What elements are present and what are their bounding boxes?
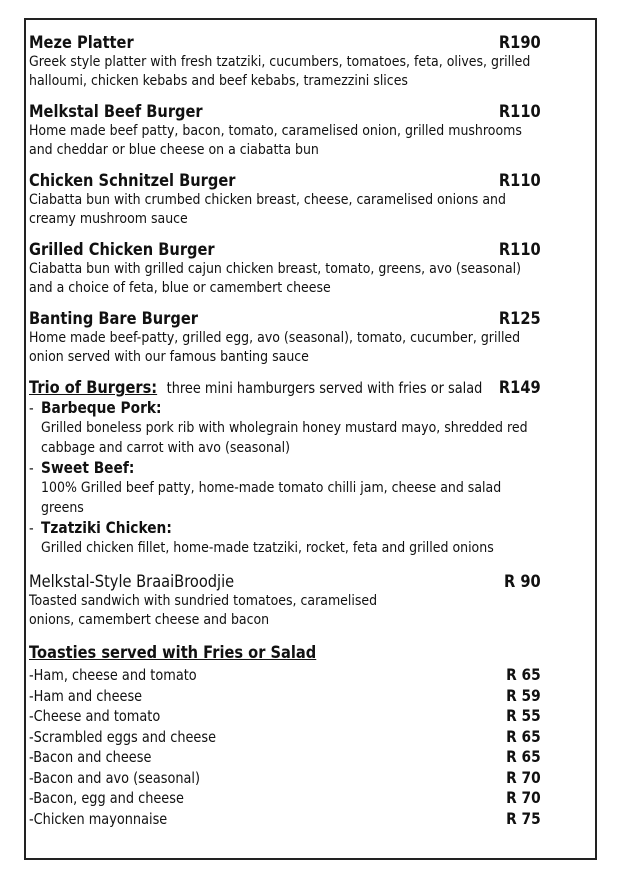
toastie-name: Ham and cheese [33,686,143,705]
menu-item [29,102,541,159]
trio-title: Trio of Burgers: [29,378,158,398]
toastie-price: R 75 [506,808,541,828]
toastie-row: -Ham and cheese R 59 [29,685,541,705]
item-description: Toasted sandwich with sundried tomatoes, caramelised onions, camembert cheese and bacon [29,592,378,628]
braai-item [29,572,541,629]
trio-sub-item: - Tzatziki Chicken: Grilled chicken fillet, home-made tzatziki, rocket, feta and grilled onions [29,518,541,558]
toastie-price: R 59 [506,685,541,705]
toastie-row: -Bacon and avo (seasonal) R 70 [29,767,541,787]
item-description: Home made beef-patty, grilled egg, avo (seasonal), tomato, cucumber, grilled onion served with our famous banting sauce [29,329,521,365]
toastie-row: -Scrambled eggs and cheese R 65 [29,726,541,746]
trio-sub-item: - Sweet Beef: 100% Grilled beef patty, home-made tomato chilli jam, cheese and salad greens [29,458,541,518]
item-description: Ciabatta bun with crumbed chicken breast, cheese, caramelised onions and creamy mushroom sauce [29,191,506,227]
item-description: Ciabatta bun with grilled cajun chicken breast, tomato, greens, avo (seasonal) and a choice of feta, blue or camembert cheese [29,260,522,296]
trio-sub-item: - Barbeque Pork: Grilled boneless pork rib with wholegrain honey mustard mayo, shredded red cabbage and carrot with avo (seasonal) [29,398,541,458]
item-price: R110 [498,171,541,191]
menu-item [29,309,541,366]
sub-item-name: Sweet Beef: [41,458,135,477]
toasties-title: Toasties served with Fries or Salad [29,643,317,663]
menu-content [29,33,541,829]
item-description: Greek style platter with fresh tzatziki, cucumbers, tomatoes, feta, olives, grilled halloumi, chicken kebabs and beef kebabs, tramezzini slices [29,53,531,89]
sub-item-name: Tzatziki Chicken: [41,518,172,537]
item-price: R 90 [504,572,541,592]
toastie-name: Bacon and cheese [33,748,152,766]
item-name: Melkstal-Style BraaiBroodjie [29,572,235,592]
item-name: Grilled Chicken Burger [29,240,215,260]
toastie-price: R 55 [506,706,541,725]
sub-item-description: 100% Grilled beef patty, home-made tomato chilli jam, cheese and salad greens [41,479,502,516]
trio-section [29,378,541,558]
toastie-name: Ham, cheese and tomato [33,666,197,684]
toastie-price: R 65 [506,747,541,766]
item-price: R110 [498,240,541,260]
toastie-row: -Ham, cheese and tomato R 65 [29,665,541,684]
toastie-price: R 65 [506,726,541,746]
toastie-price: R 65 [506,665,541,684]
toastie-name: Scrambled eggs and cheese [33,727,217,746]
trio-note: three mini hamburgers served with fries or salad [166,379,483,397]
sub-item-name: Barbeque Pork: [41,398,162,417]
menu-item [29,33,541,90]
toastie-price: R 70 [506,788,541,807]
toastie-name: Chicken mayonnaise [33,809,168,828]
toastie-row: -Cheese and tomato R 55 [29,706,541,725]
menu-item [29,240,541,297]
toastie-row: -Bacon, egg and cheese R 70 [29,788,541,807]
item-name: Meze Platter [29,33,134,53]
item-price: R125 [498,309,541,329]
item-name: Chicken Schnitzel Burger [29,171,236,191]
toastie-row: -Chicken mayonnaise R 75 [29,808,541,828]
toastie-row: -Bacon and cheese R 65 [29,747,541,766]
trio-price: R149 [498,378,541,398]
item-description: Home made beef patty, bacon, tomato, caramelised onion, grilled mushrooms and cheddar or blue cheese on a ciabatta bun [29,122,522,158]
toastie-name: Bacon and avo (seasonal) [33,768,201,787]
item-name: Banting Bare Burger [29,309,198,329]
sub-item-description: Grilled boneless pork rib with wholegrain honey mustard mayo, shredded red cabbage and carrot with avo (seasonal) [41,419,528,456]
toastie-name: Cheese and tomato [33,707,161,725]
item-price: R110 [498,102,541,122]
toasties-section [29,643,541,829]
menu-item [29,171,541,228]
toastie-price: R 70 [506,767,541,787]
item-price: R190 [498,33,541,53]
toastie-name: Bacon, egg and cheese [33,789,184,807]
sub-item-description: Grilled chicken fillet, home-made tzatziki, rocket, feta and grilled onions [41,539,494,556]
item-name: Melkstal Beef Burger [29,102,203,122]
